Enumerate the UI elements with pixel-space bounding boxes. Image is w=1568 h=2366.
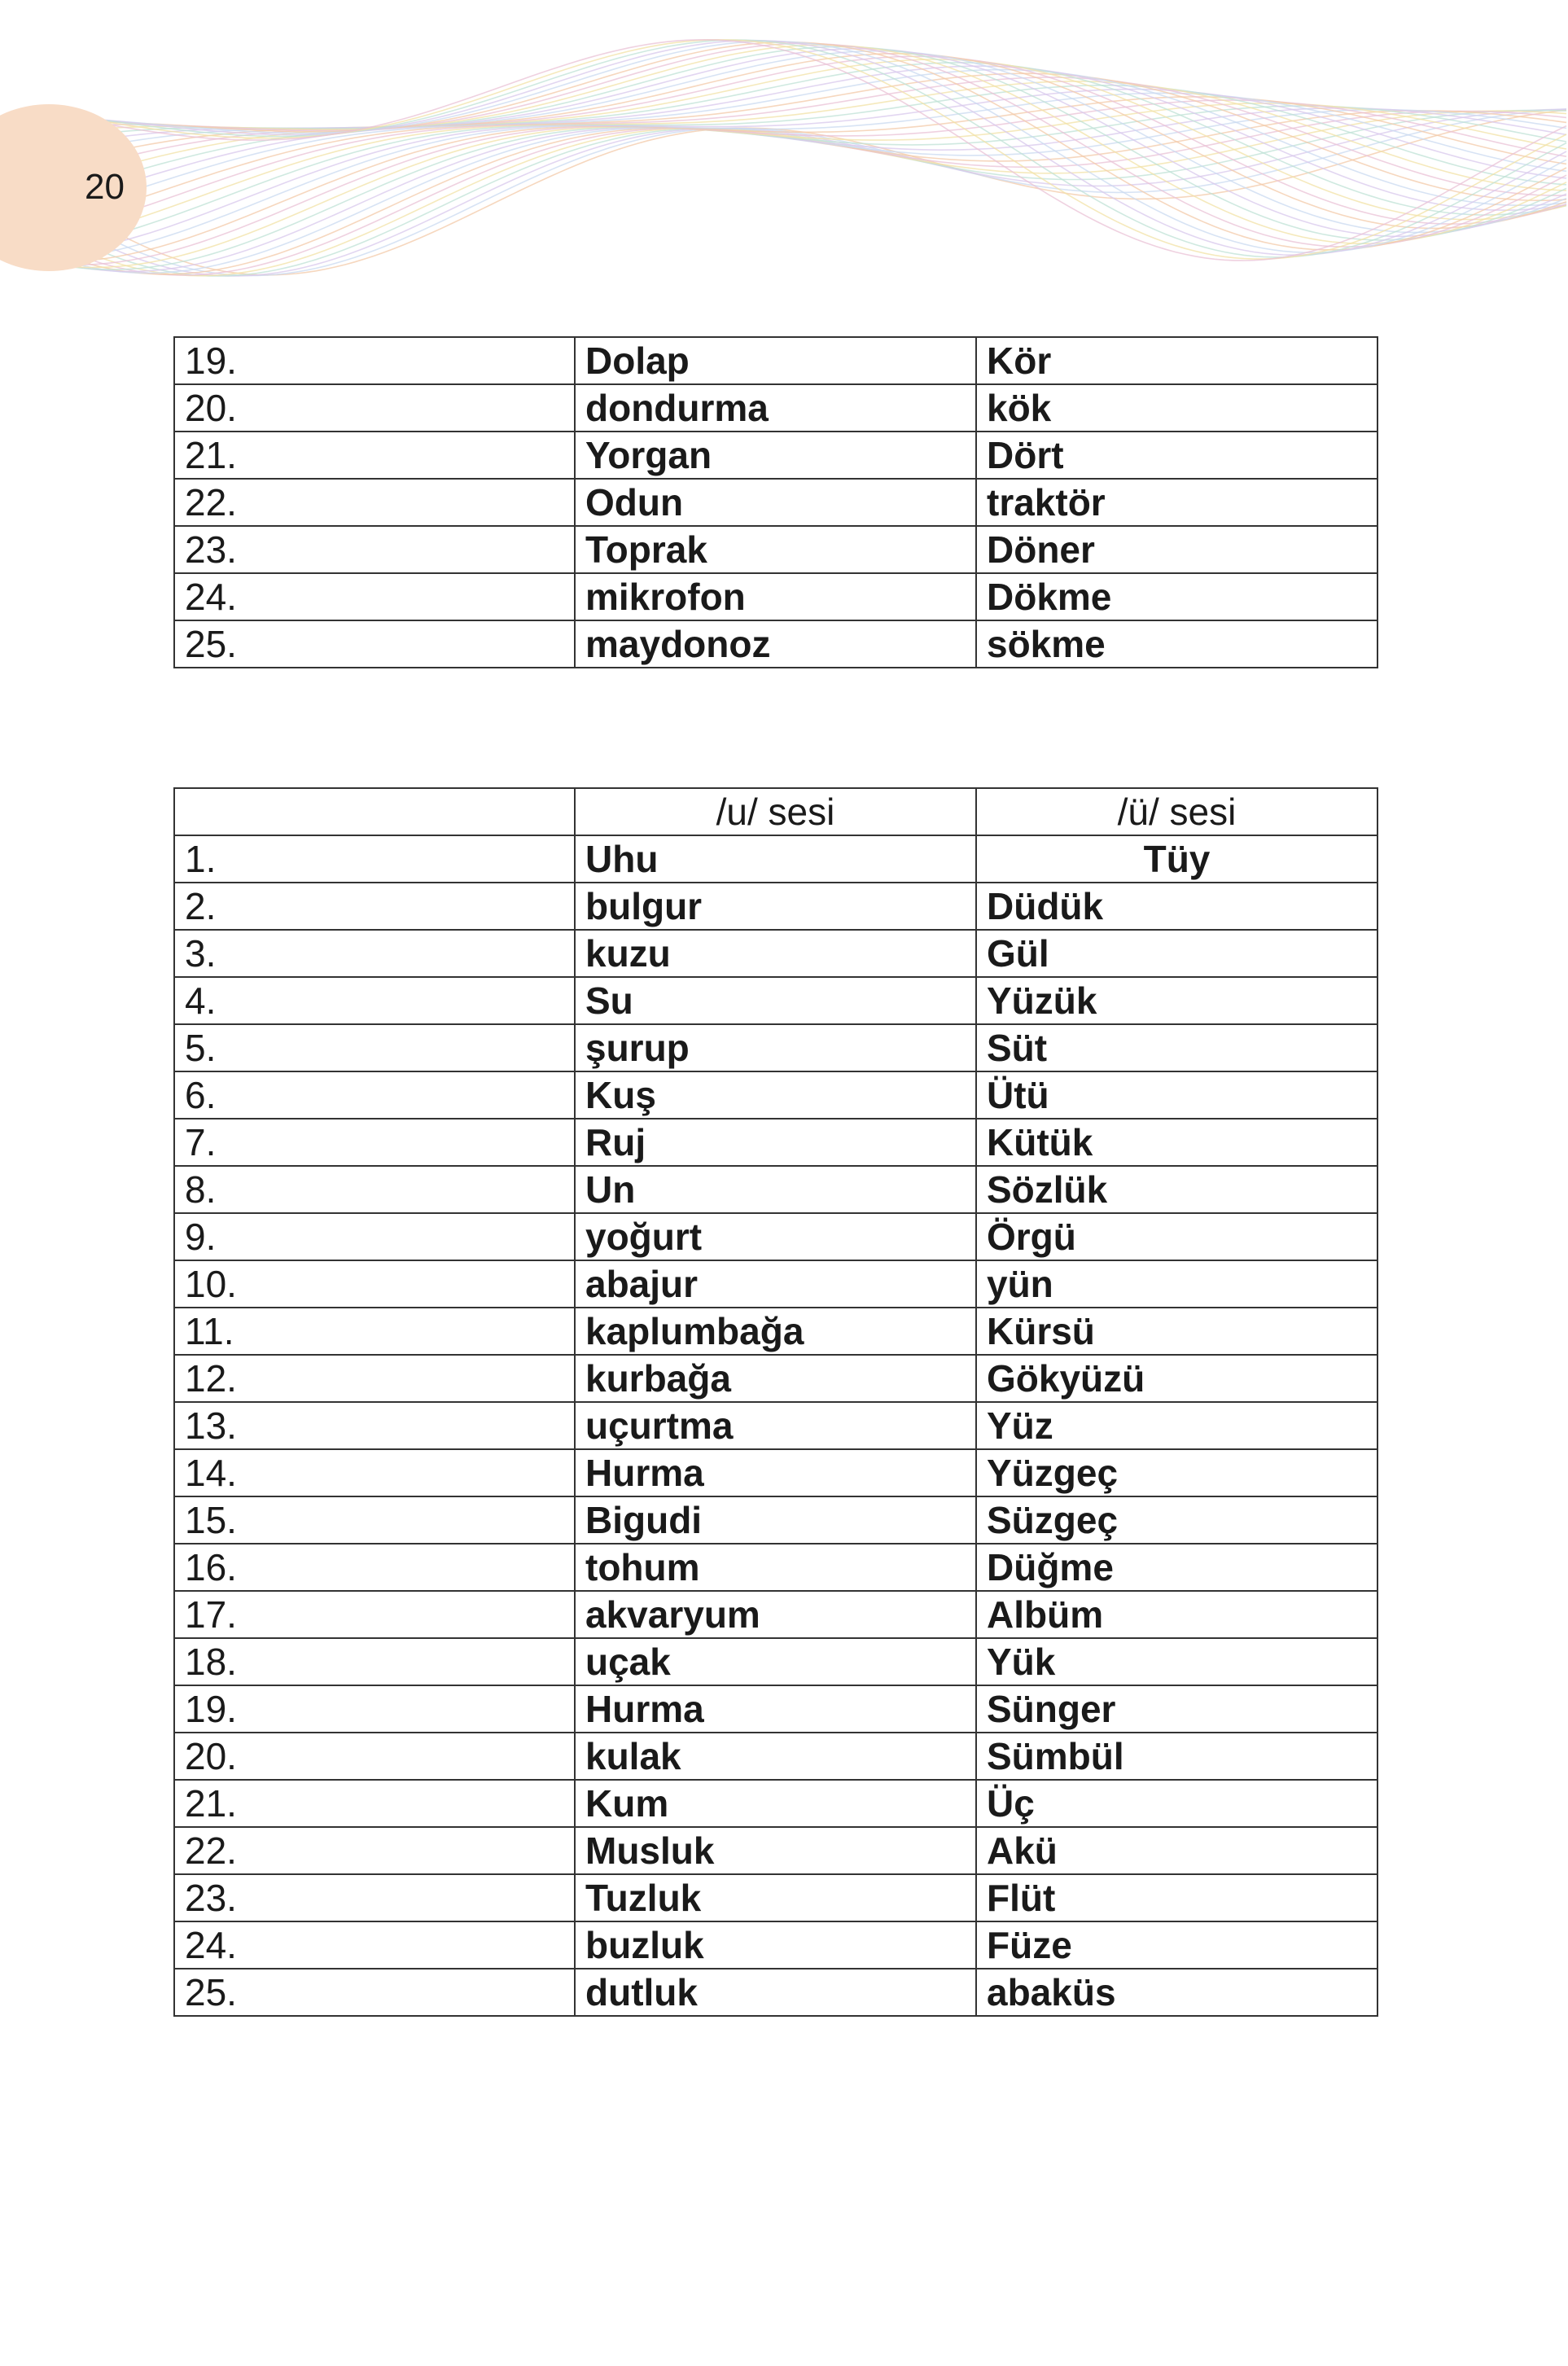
header-u-sound: /u/ sesi	[575, 788, 976, 835]
row-number: 22.	[174, 479, 575, 526]
word-ue-sound: Akü	[976, 1827, 1377, 1874]
word-ue-sound: Sümbül	[976, 1733, 1377, 1780]
word-u-sound: kuzu	[575, 930, 976, 977]
row-number: 8.	[174, 1166, 575, 1213]
table-row	[174, 1024, 1377, 1071]
table-row	[174, 1496, 1377, 1544]
row-number: 11.	[174, 1308, 575, 1355]
word-u-sound: mikrofon	[575, 573, 976, 620]
word-u-sound: Uhu	[575, 835, 976, 883]
table-row	[174, 1071, 1377, 1119]
page-number: 20	[85, 167, 125, 207]
row-number: 13.	[174, 1402, 575, 1449]
word-ue-sound: Düdük	[976, 883, 1377, 930]
row-number: 17.	[174, 1591, 575, 1638]
row-number: 4.	[174, 977, 575, 1024]
word-table-u-sounds	[173, 787, 1378, 2017]
word-u-sound: kaplumbağa	[575, 1308, 976, 1355]
row-number: 15.	[174, 1496, 575, 1544]
word-u-sound: Hurma	[575, 1685, 976, 1733]
table-row	[174, 1780, 1377, 1827]
table-row	[174, 337, 1377, 384]
table-row	[174, 1969, 1377, 2016]
word-u-sound: dutluk	[575, 1969, 976, 2016]
table-row	[174, 1402, 1377, 1449]
header-ue-sound: /ü/ sesi	[976, 788, 1377, 835]
word-ue-sound: Örgü	[976, 1213, 1377, 1260]
word-u-sound: şurup	[575, 1024, 976, 1071]
word-u-sound: yoğurt	[575, 1213, 976, 1260]
row-number: 19.	[174, 337, 575, 384]
table-header-row	[174, 788, 1377, 835]
word-ue-sound: Tüy	[976, 835, 1377, 883]
word-ue-sound: Döner	[976, 526, 1377, 573]
row-number: 19.	[174, 1685, 575, 1733]
word-u-sound: Odun	[575, 479, 976, 526]
word-ue-sound: Yük	[976, 1638, 1377, 1685]
word-ue-sound: Albüm	[976, 1591, 1377, 1638]
word-u-sound: Su	[575, 977, 976, 1024]
word-u-sound: Musluk	[575, 1827, 976, 1874]
word-u-sound: Bigudi	[575, 1496, 976, 1544]
word-ue-sound: yün	[976, 1260, 1377, 1308]
table-row	[174, 1449, 1377, 1496]
row-number: 24.	[174, 573, 575, 620]
row-number: 25.	[174, 1969, 575, 2016]
table-row	[174, 883, 1377, 930]
row-number: 21.	[174, 432, 575, 479]
word-ue-sound: Sözlük	[976, 1166, 1377, 1213]
row-number: 2.	[174, 883, 575, 930]
table-row	[174, 1260, 1377, 1308]
word-ue-sound: Füze	[976, 1921, 1377, 1969]
word-ue-sound: Dökme	[976, 573, 1377, 620]
table-row	[174, 620, 1377, 668]
word-ue-sound: Flüt	[976, 1874, 1377, 1921]
row-number: 21.	[174, 1780, 575, 1827]
word-ue-sound: Yüz	[976, 1402, 1377, 1449]
word-u-sound: Tuzluk	[575, 1874, 976, 1921]
word-u-sound: uçurtma	[575, 1402, 976, 1449]
row-number: 24.	[174, 1921, 575, 1969]
word-u-sound: akvaryum	[575, 1591, 976, 1638]
row-number: 20.	[174, 1733, 575, 1780]
row-number: 14.	[174, 1449, 575, 1496]
word-u-sound: buzluk	[575, 1921, 976, 1969]
word-ue-sound: Kürsü	[976, 1308, 1377, 1355]
table-row	[174, 1921, 1377, 1969]
row-number: 10.	[174, 1260, 575, 1308]
table-row	[174, 1685, 1377, 1733]
decorative-wave-banner	[0, 0, 1568, 342]
word-u-sound: Un	[575, 1166, 976, 1213]
row-number: 7.	[174, 1119, 575, 1166]
row-number: 23.	[174, 526, 575, 573]
table-row	[174, 1591, 1377, 1638]
row-number: 18.	[174, 1638, 575, 1685]
table-row	[174, 930, 1377, 977]
row-number: 9.	[174, 1213, 575, 1260]
table-row	[174, 1827, 1377, 1874]
table-row	[174, 384, 1377, 432]
word-u-sound: maydonoz	[575, 620, 976, 668]
row-number: 22.	[174, 1827, 575, 1874]
word-ue-sound: Sünger	[976, 1685, 1377, 1733]
word-ue-sound: Dört	[976, 432, 1377, 479]
word-ue-sound: Gül	[976, 930, 1377, 977]
row-number: 1.	[174, 835, 575, 883]
word-ue-sound: Süzgeç	[976, 1496, 1377, 1544]
word-ue-sound: sökme	[976, 620, 1377, 668]
table-row	[174, 1544, 1377, 1591]
row-number: 20.	[174, 384, 575, 432]
table-row	[174, 479, 1377, 526]
row-number: 25.	[174, 620, 575, 668]
word-u-sound: uçak	[575, 1638, 976, 1685]
word-u-sound: Yorgan	[575, 432, 976, 479]
word-u-sound: kulak	[575, 1733, 976, 1780]
table-row	[174, 1166, 1377, 1213]
word-ue-sound: Süt	[976, 1024, 1377, 1071]
word-ue-sound: Üç	[976, 1780, 1377, 1827]
header-number-cell	[174, 788, 575, 835]
word-u-sound: Hurma	[575, 1449, 976, 1496]
word-table-continued	[173, 336, 1378, 668]
table-row	[174, 1355, 1377, 1402]
word-u-sound: dondurma	[575, 384, 976, 432]
table-row	[174, 573, 1377, 620]
word-u-sound: bulgur	[575, 883, 976, 930]
table-row	[174, 1119, 1377, 1166]
word-u-sound: Kum	[575, 1780, 976, 1827]
word-u-sound: kurbağa	[575, 1355, 976, 1402]
word-ue-sound: Yüzük	[976, 977, 1377, 1024]
word-ue-sound: kök	[976, 384, 1377, 432]
table-row	[174, 1308, 1377, 1355]
table-row	[174, 526, 1377, 573]
row-number: 23.	[174, 1874, 575, 1921]
word-ue-sound: Kütük	[976, 1119, 1377, 1166]
table-row	[174, 1733, 1377, 1780]
word-u-sound: abajur	[575, 1260, 976, 1308]
word-u-sound: tohum	[575, 1544, 976, 1591]
table-row	[174, 1638, 1377, 1685]
row-number: 3.	[174, 930, 575, 977]
word-ue-sound: abaküs	[976, 1969, 1377, 2016]
word-ue-sound: Kör	[976, 337, 1377, 384]
table-row	[174, 835, 1377, 883]
table-row	[174, 432, 1377, 479]
row-number: 12.	[174, 1355, 575, 1402]
word-u-sound: Dolap	[575, 337, 976, 384]
table-row	[174, 977, 1377, 1024]
word-ue-sound: Gökyüzü	[976, 1355, 1377, 1402]
word-u-sound: Kuş	[575, 1071, 976, 1119]
table-row	[174, 1213, 1377, 1260]
row-number: 5.	[174, 1024, 575, 1071]
word-ue-sound: Düğme	[976, 1544, 1377, 1591]
word-ue-sound: Yüzgeç	[976, 1449, 1377, 1496]
word-ue-sound: Ütü	[976, 1071, 1377, 1119]
word-u-sound: Ruj	[575, 1119, 976, 1166]
word-u-sound: Toprak	[575, 526, 976, 573]
row-number: 16.	[174, 1544, 575, 1591]
table-row	[174, 1874, 1377, 1921]
row-number: 6.	[174, 1071, 575, 1119]
word-ue-sound: traktör	[976, 479, 1377, 526]
